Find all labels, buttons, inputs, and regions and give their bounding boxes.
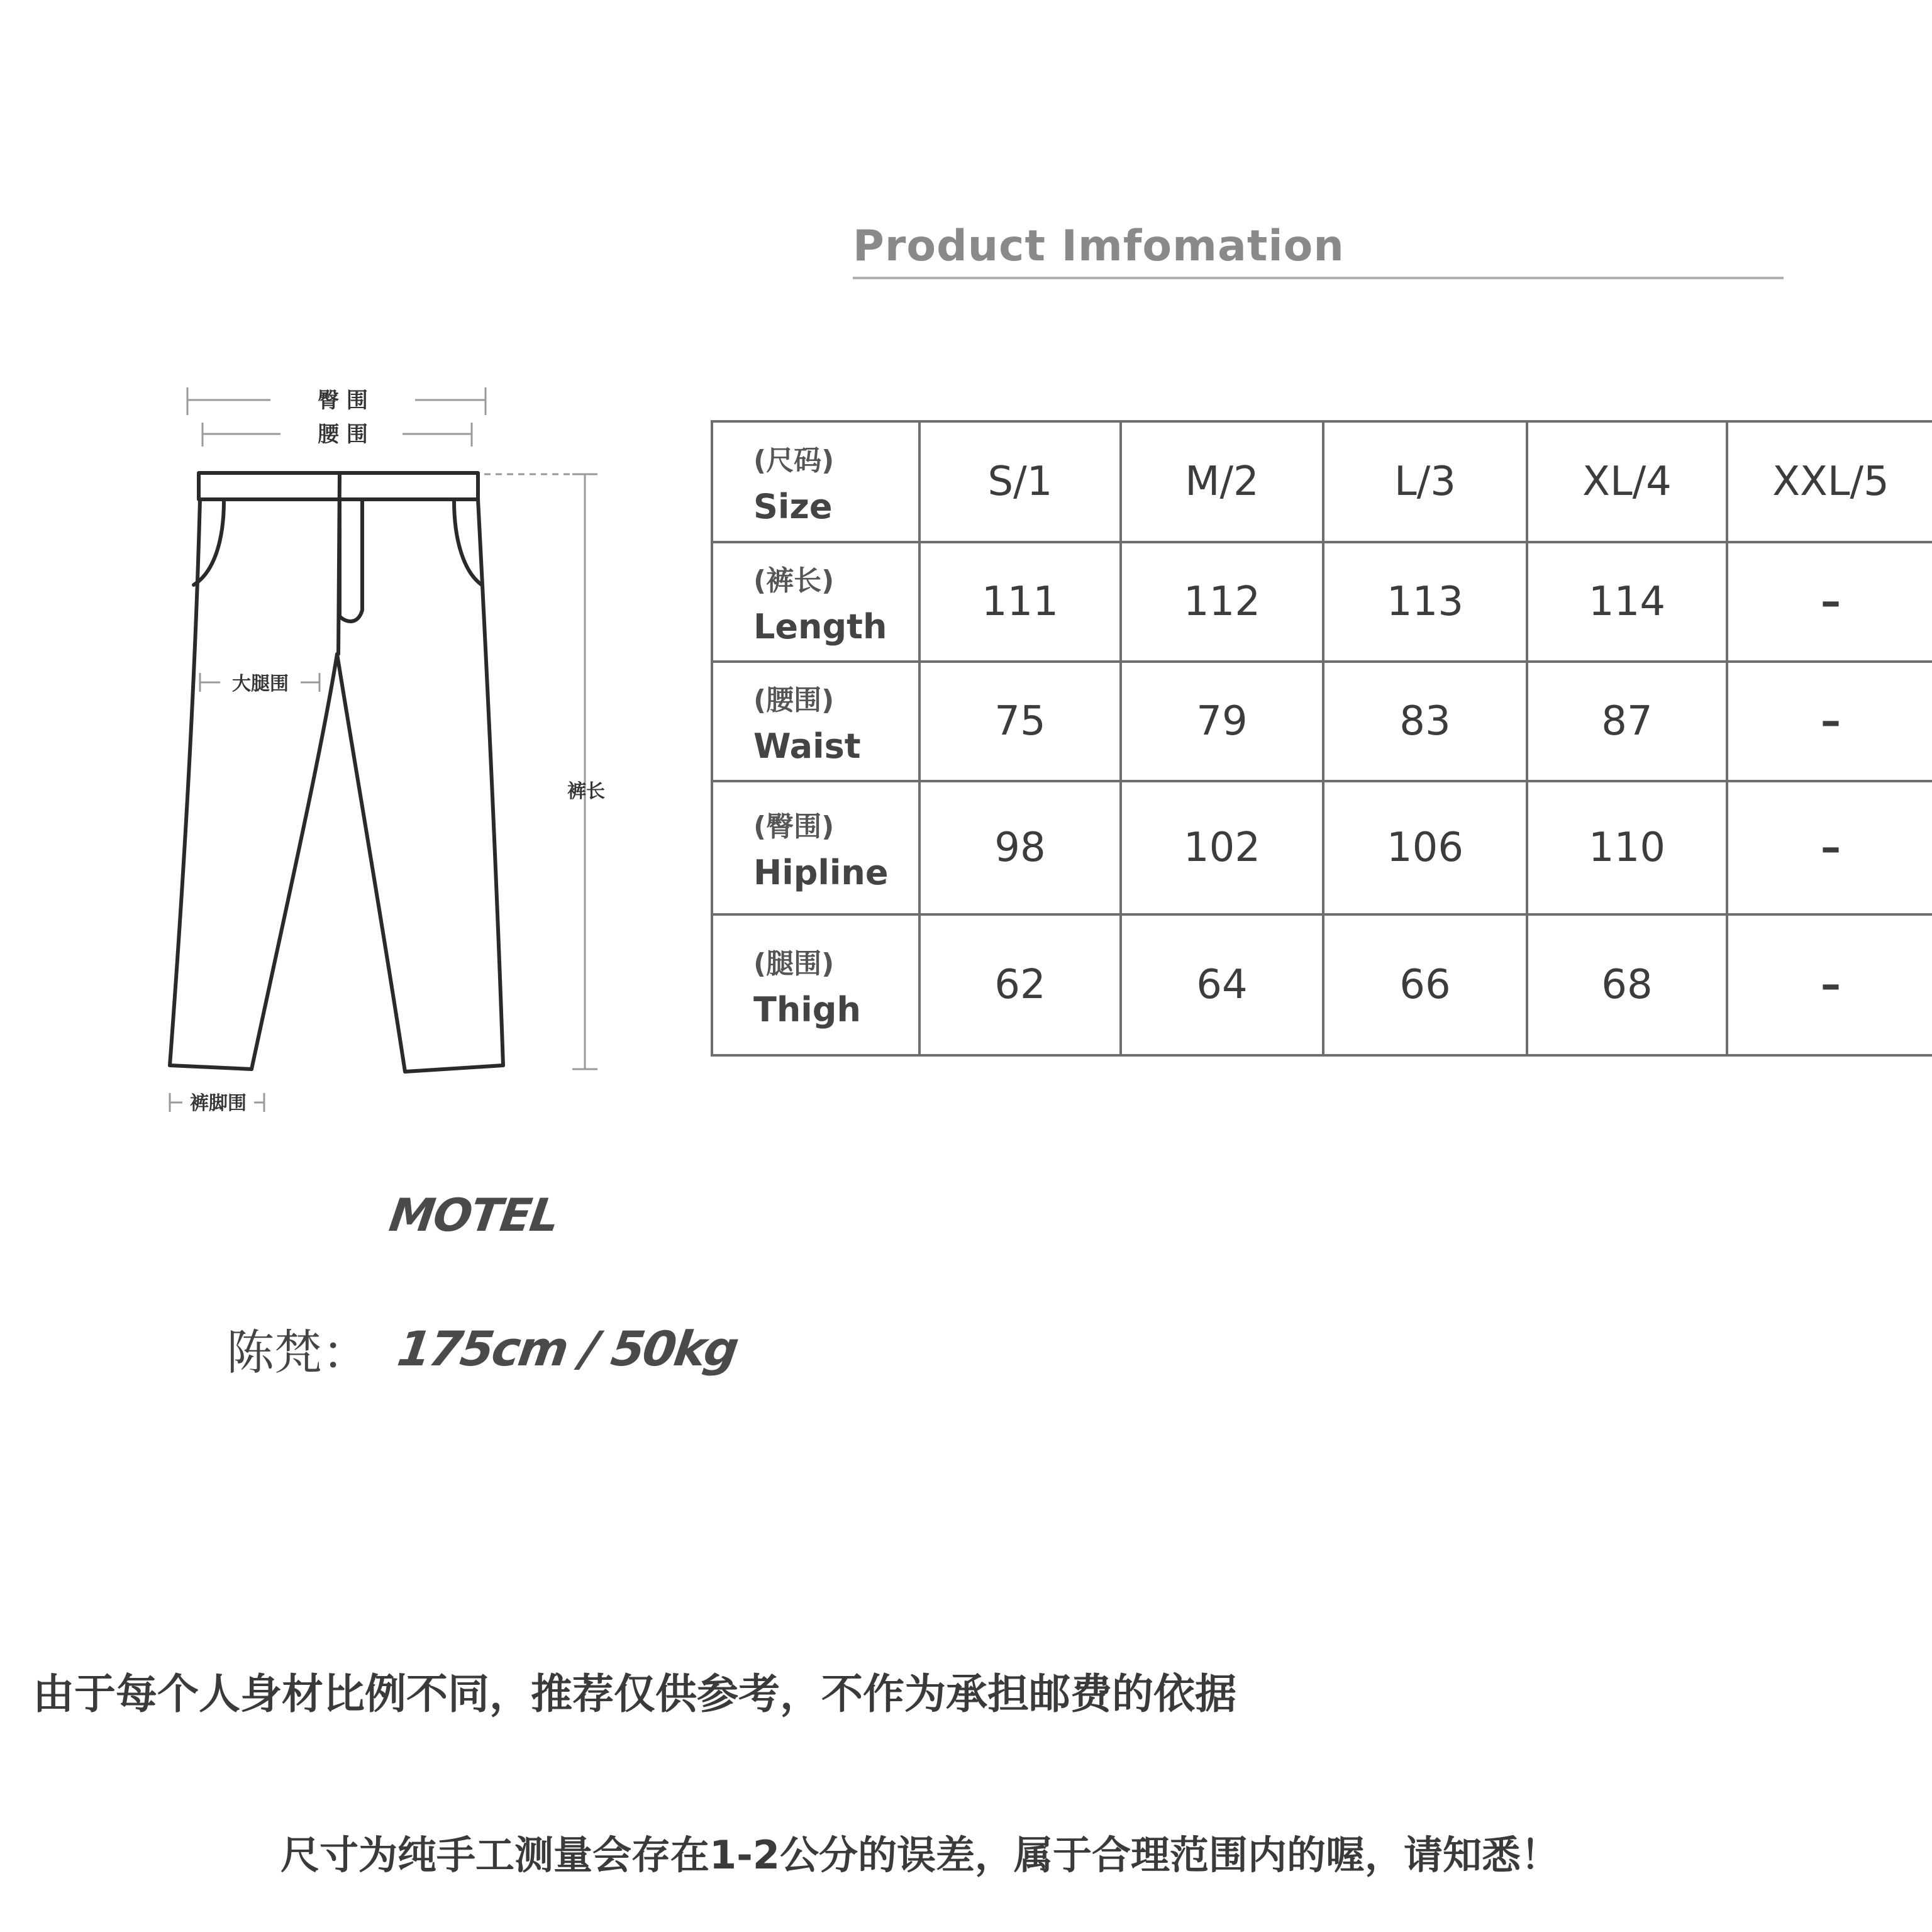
row-header (712, 914, 919, 1055)
pants-diagram (0, 0, 692, 1132)
table-row-thigh (712, 914, 1932, 1055)
hem-label: 裤脚围 (190, 1092, 247, 1114)
table-cell: 113 (1323, 542, 1527, 662)
column-header: S/1 (919, 421, 1121, 542)
table-cell: 98 (919, 781, 1121, 914)
table-cell: 66 (1323, 914, 1527, 1055)
thigh-label: 大腿围 (232, 673, 289, 695)
row-label-cn: (臀围) (753, 810, 835, 843)
title-underline (853, 277, 1784, 279)
table-cell: 110 (1527, 781, 1727, 914)
table-cell: 102 (1121, 781, 1323, 914)
row-label-en: Length (753, 606, 887, 647)
table-header-row (712, 421, 1932, 542)
row-label-cn: (腰围) (753, 684, 835, 716)
table-cell: 79 (1121, 662, 1323, 781)
row-label-en: Hipline (753, 852, 889, 892)
row-label-cn: (裤长) (753, 564, 835, 597)
model-name: 陈梵： (226, 1324, 370, 1380)
table-cell: 68 (1527, 914, 1727, 1055)
table-cell: – (1727, 914, 1932, 1055)
row-header (712, 662, 919, 781)
model-info (226, 1314, 741, 1383)
table-row-hipline (712, 781, 1932, 914)
table-cell: 87 (1527, 662, 1727, 781)
row-header (712, 542, 919, 662)
size-table (711, 420, 1932, 1057)
row-label-cn: (腿围) (753, 947, 835, 980)
column-header: M/2 (1121, 421, 1323, 542)
waist-label: 腰 围 (318, 422, 368, 447)
row-header (712, 781, 919, 914)
column-header: XXL/5 (1727, 421, 1932, 542)
table-cell: 64 (1121, 914, 1323, 1055)
brand-name: MOTEL (386, 1189, 562, 1241)
table-cell: 62 (919, 914, 1121, 1055)
table-cell: – (1727, 662, 1932, 781)
table-row-waist (712, 662, 1932, 781)
table-cell: 112 (1121, 542, 1323, 662)
size-corner-cell (712, 421, 919, 542)
page-title: Product Imfomation (853, 221, 1345, 271)
table-cell: 111 (919, 542, 1121, 662)
table-cell: 114 (1527, 542, 1727, 662)
table-cell: – (1727, 542, 1932, 662)
table-cell: 106 (1323, 781, 1527, 914)
corner-label-cn: (尺码) (753, 444, 835, 477)
column-header: L/3 (1323, 421, 1527, 542)
hip-label: 臀 围 (318, 388, 368, 413)
table-cell: – (1727, 781, 1932, 914)
length-label: 裤长 (567, 780, 605, 802)
model-stats: 175cm / 50kg (394, 1321, 741, 1377)
row-label-en: Thigh (753, 989, 861, 1030)
row-label-en: Waist (753, 726, 861, 766)
table-cell: 83 (1323, 662, 1527, 781)
corner-label-en: Size (753, 486, 833, 526)
table-cell: 75 (919, 662, 1121, 781)
disclaimer-note: 由于每个人身材比例不同，推荐仅供参考，不作为承担邮费的依据 (33, 1670, 1236, 1718)
measurement-note: 尺寸为纯手工测量会存在1-2公分的误差，属于合理范围内的喔，请知悉！ (280, 1832, 1560, 1878)
table-row-length (712, 542, 1932, 662)
column-header: XL/4 (1527, 421, 1727, 542)
